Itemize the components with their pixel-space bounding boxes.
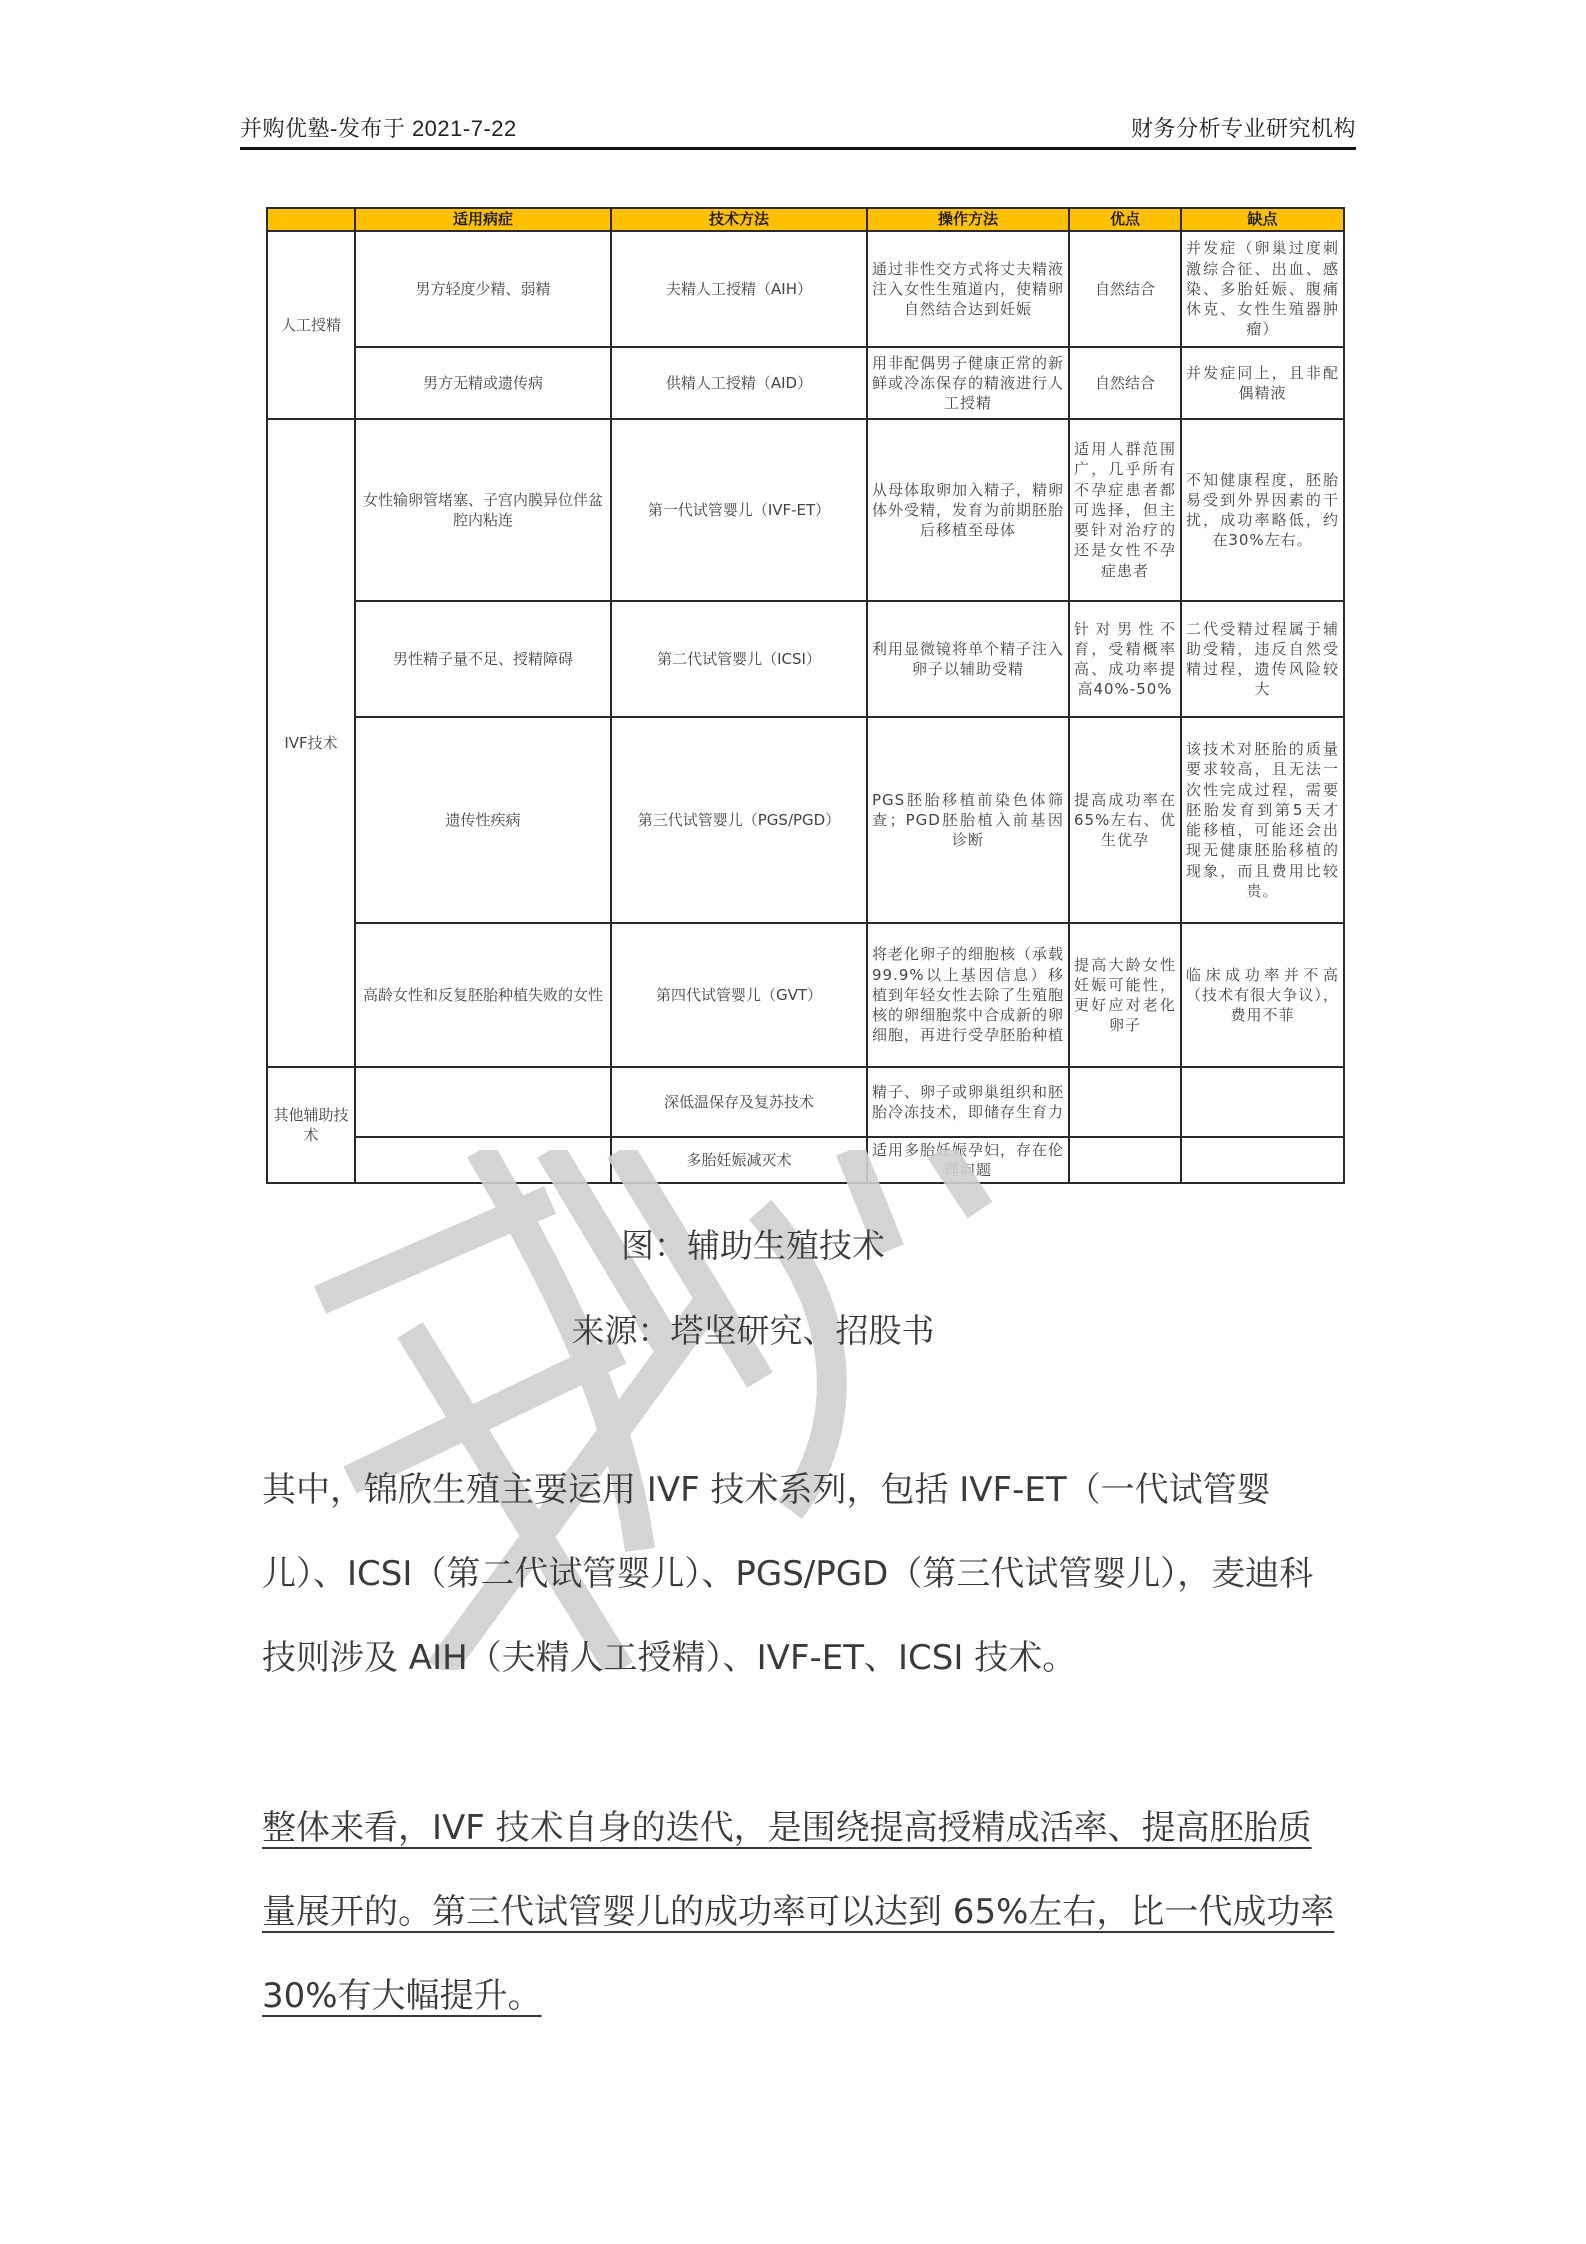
pros-cell: 适用人群范围广，几乎所有不孕症患者都可选择，但主要针对治疗的还是女性不孕症患者 (1069, 419, 1181, 601)
operation-cell: 从母体取卵加入精子，精卵体外受精，发育为前期胚胎后移植至母体 (867, 419, 1069, 601)
table-header-row (267, 208, 1344, 231)
cons-cell (1181, 1067, 1344, 1137)
pros-cell: 针对男性不育，受精概率高、成功率提高40%-50% (1069, 601, 1181, 717)
category-cell: 人工授精 (267, 231, 355, 419)
technique-cell: 多胎妊娠减灭术 (611, 1137, 867, 1183)
operation-cell: 精子、卵子或卵巢组织和胚胎冷冻技术，即储存生育力 (867, 1067, 1069, 1137)
indication-cell: 男方轻度少精、弱精 (355, 231, 611, 347)
operation-cell: 通过非性交方式将丈夫精液注入女性生殖道内，使精卵自然结合达到妊娠 (867, 231, 1069, 347)
cons-cell: 并发症同上，且非配偶精液 (1181, 347, 1344, 419)
col-header-pros: 优点 (1069, 208, 1181, 231)
technique-cell: 第一代试管婴儿（IVF-ET） (611, 419, 867, 601)
indication-cell (355, 1137, 611, 1183)
technique-cell: 夫精人工授精（AIH） (611, 231, 867, 347)
table-row (267, 1137, 1344, 1183)
indication-cell: 女性输卵管堵塞、子宫内膜异位伴盆腔内粘连 (355, 419, 611, 601)
operation-cell: 适用多胎妊娠孕妇，存在伦理问题 (867, 1137, 1069, 1183)
category-cell: IVF技术 (267, 419, 355, 1067)
pros-cell: 提高成功率在65%左右、优生优孕 (1069, 717, 1181, 923)
operation-cell: PGS胚胎移植前染色体筛查；PGD胚胎植入前基因诊断 (867, 717, 1069, 923)
cons-cell: 临床成功率并不高（技术有很大争议），费用不菲 (1181, 923, 1344, 1067)
cons-cell (1181, 1137, 1344, 1183)
technique-cell: 第二代试管婴儿（ICSI） (611, 601, 867, 717)
pros-cell: 自然结合 (1069, 347, 1181, 419)
technique-cell: 第三代试管婴儿（PGS/PGD） (611, 717, 867, 923)
category-cell: 其他辅助技术 (267, 1067, 355, 1183)
header-publisher: 并购优塾-发布于 2021-7-22 (240, 116, 517, 141)
indication-cell: 男性精子量不足、授精障碍 (355, 601, 611, 717)
header-divider (240, 147, 1356, 150)
underlined-text: 整体来看，IVF 技术自身的迭代，是围绕提高授精成活率、提高胚胎质量展开的。第三代试管婴儿的成功率可以达到 65%左右，比一代成功率 30%有大幅提升。 (262, 1808, 1335, 2016)
col-header-technique: 技术方法 (611, 208, 867, 231)
pros-cell (1069, 1067, 1181, 1137)
figure-caption: 图：辅助生殖技术 (621, 1226, 885, 1265)
indication-cell (355, 1067, 611, 1137)
art-table-container (266, 207, 1345, 1184)
technique-cell: 第四代试管婴儿（GVT） (611, 923, 867, 1067)
indication-cell: 男方无精或遗传病 (355, 347, 611, 419)
operation-cell: 利用显微镜将单个精子注入卵子以辅助受精 (867, 601, 1069, 717)
pros-cell (1069, 1137, 1181, 1183)
table-row (267, 231, 1344, 347)
technique-cell: 供精人工授精（AID） (611, 347, 867, 419)
operation-cell: 将老化卵子的细胞核（承载99.9%以上基因信息）移植到年轻女性去除了生殖胞核的卵细胞浆中合成新的卵细胞，再进行受孕胚胎种植 (867, 923, 1069, 1067)
page-header (240, 112, 1356, 148)
table-row (267, 419, 1344, 601)
table-row (267, 717, 1344, 923)
cons-cell: 不知健康程度，胚胎易受到外界因素的干扰，成功率略低，约在30%左右。 (1181, 419, 1344, 601)
cons-cell: 二代受精过程属于辅助受精，违反自然受精过程，遗传风险较大 (1181, 601, 1344, 717)
assisted-reproduction-table (266, 207, 1345, 1184)
indication-cell: 高龄女性和反复胚胎种植失败的女性 (355, 923, 611, 1067)
figure-source: 来源：塔坚研究、招股书 (571, 1311, 935, 1350)
body-paragraph-2-highlight (262, 1786, 1342, 2038)
body-paragraph-1: 其中，锦欣生殖主要运用 IVF 技术系列，包括 IVF-ET（一代试管婴儿）、ICSI（第二代试管婴儿）、PGS/PGD（第三代试管婴儿），麦迪科技则涉及 AIH（夫精人工授精）、IVF-ET、ICSI 技术。 (262, 1470, 1314, 1678)
col-header-cons: 缺点 (1181, 208, 1344, 231)
col-header-indication: 适用病症 (355, 208, 611, 231)
indication-cell: 遗传性疾病 (355, 717, 611, 923)
col-header-operation: 操作方法 (867, 208, 1069, 231)
cons-cell: 并发症（卵巢过度刺激综合征、出血、感染、多胎妊娠、腹痛休克、女性生殖器肿瘤） (1181, 231, 1344, 347)
col-header-category (267, 208, 355, 231)
table-row (267, 923, 1344, 1067)
operation-cell: 用非配偶男子健康正常的新鲜或冷冻保存的精液进行人工授精 (867, 347, 1069, 419)
pros-cell: 提高大龄女性妊娠可能性，更好应对老化卵子 (1069, 923, 1181, 1067)
table-row (267, 601, 1344, 717)
pros-cell: 自然结合 (1069, 231, 1181, 347)
header-org: 财务分析专业研究机构 (1130, 116, 1356, 141)
table-row (267, 1067, 1344, 1137)
cons-cell: 该技术对胚胎的质量要求较高，且无法一次性完成过程，需要胚胎发育到第5天才能移植，可能还会出现无健康胚胎移植的现象，而且费用比较贵。 (1181, 717, 1344, 923)
table-row (267, 347, 1344, 419)
technique-cell: 深低温保存及复苏技术 (611, 1067, 867, 1137)
